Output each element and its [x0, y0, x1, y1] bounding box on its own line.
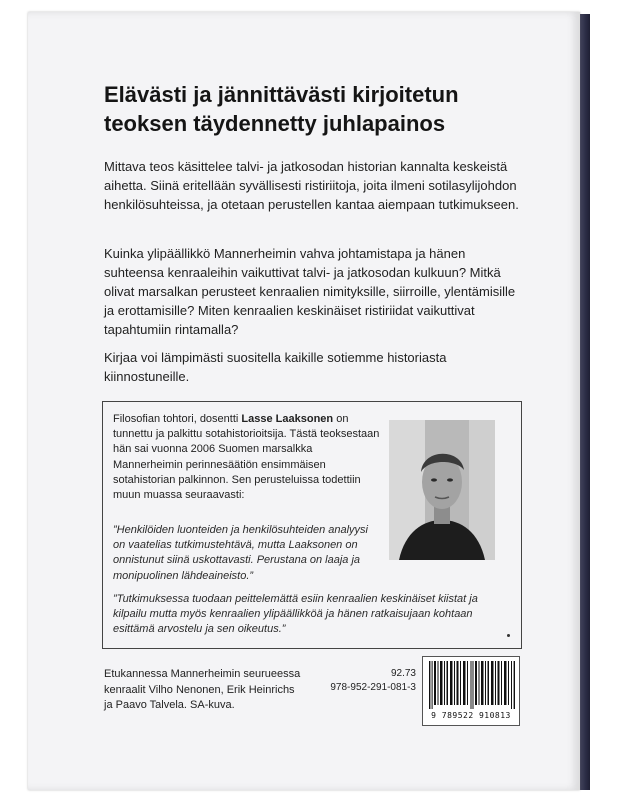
award-quote-1: ”Henkilöiden luonteiden ja henkilösuhteiden analyysi on vaatelias tutkimustehtävä, mutta Laaksonen on onnistunut siinä uskottavasti. Perustana on laaja ja monipuolinen lähdeaineisto.” [113, 524, 369, 582]
paragraph-3: Kirjaa voi lämpimästi suositella kaikille sotiemme historiasta kiinnostuneille. [104, 350, 447, 384]
cover-photo-caption: Etukannessa Mannerheimin seurueessa kenraalit Vilho Nenonen, Erik Heinrichs ja Paavo Talvela. SA-kuva. [104, 668, 301, 711]
headline: Elävästi ja jännittävästi kirjoitetun teoksen täydennetty juhlapainos [104, 82, 459, 136]
bio-intro: Filosofian tohtori, dosentti [113, 413, 239, 425]
price-code: 92.73 [390, 668, 416, 679]
author-bio [113, 412, 383, 503]
isbn-barcode [422, 656, 520, 726]
paragraph-1: Mittava teos käsittelee talvi- ja jatkosodan historian kannalta keskeistä aihetta. Siinä eritellään syvällisesti ristiriitoja, joita ilmeni sotilasylijohdon henkilösuhteissa, ja otetaan perustellen kantaa aiempaan tutkimukseen. [104, 159, 519, 212]
bio-rest: on tunnettu ja palkittu sotahistorioitsija. Tästä teoksestaan hän sai vuonna 2006 Suomen marsalkka Mannerheimin perinnesäätiön ensimmäisen sotahistorian palkinnon. Sen perusteluissa todettiin muun muassa seuraavasti: [113, 413, 380, 502]
author-name: Lasse Laaksonen [241, 413, 334, 425]
paragraph-2: Kuinka ylipäällikkö Mannerheimin vahva johtamistapa ja hänen suhteensa kenraaleihin vaikuttivat talvi- ja jatkosodan kulkuun? Mitkä olivat marsalkan perusteet kenraalien nimityksille, siirroille, ylentämisille ja erottamisille? Miten kenraalien keskinäiset ristiriidat vaikuttivat tapahtumiin rintamalla? [104, 246, 516, 337]
author-bio-box [102, 401, 522, 649]
barcode-bars [429, 661, 515, 709]
author-portrait-image [389, 420, 495, 560]
author-photo [389, 420, 495, 560]
barcode-digits: 9 789522 910813 [431, 711, 511, 720]
award-quote-2: ”Tutkimuksessa tuodaan peittelemättä esiin kenraalien keskinäiset kiistat ja kilpailu mutta myös kenraalien ylipäällikköä ja hänen ratkaisujaan kohtaan esittämä arvostelu ja sen oikeutus.” [113, 593, 478, 636]
isbn-number: 978-952-291-081-3 [330, 682, 416, 693]
decorative-dot [507, 634, 510, 637]
